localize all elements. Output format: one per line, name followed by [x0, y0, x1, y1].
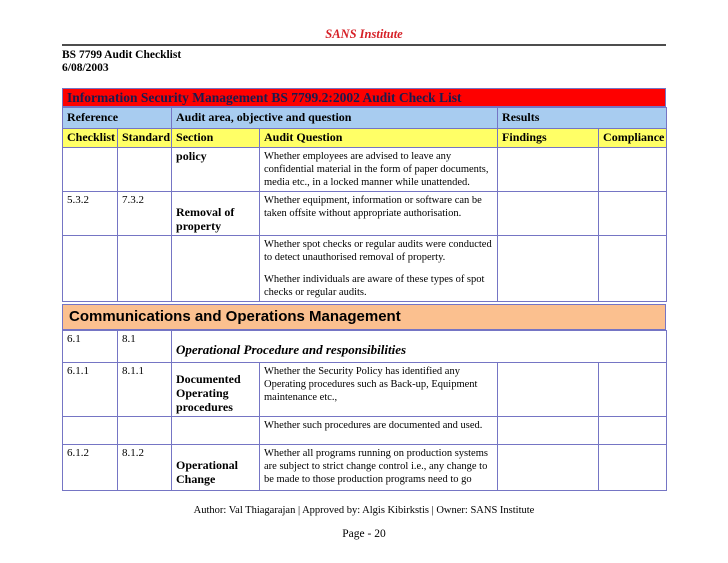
footer-page-number: Page - 20 [342, 528, 386, 540]
cell-section [172, 192, 260, 236]
cell-section: policy [172, 148, 260, 192]
group-header-reference: Reference [63, 108, 172, 129]
cell-compliance [599, 363, 667, 417]
cell-checklist [63, 417, 118, 445]
table-row [63, 148, 667, 192]
cell-findings [498, 445, 599, 491]
table-row [63, 445, 667, 491]
cell-compliance [599, 236, 667, 302]
table-row [63, 331, 667, 363]
document-page [62, 27, 666, 541]
cell-checklist [63, 148, 118, 192]
col-header-standard: Standard [118, 129, 172, 148]
audit-table-lower [62, 330, 667, 491]
cell-question: Whether all programs running on production systems are subject to strict change control i.e., any change to be made to those production programs need to go [260, 445, 498, 491]
doc-date: 6/08/2003 [62, 62, 109, 74]
col-header-question: Audit Question [260, 129, 498, 148]
cell-question [260, 236, 498, 302]
cell-compliance [599, 192, 667, 236]
group-header-audit: Audit area, objective and question [172, 108, 498, 129]
table-row [63, 417, 667, 445]
cell-question: Whether employees are advised to leave any confidential material in the form of paper documents, media etc., in a locked manner while unattended. [260, 148, 498, 192]
col-header-section: Section [172, 129, 260, 148]
section-label: Removal of property [176, 205, 235, 233]
footer-author-line: Author: Val Thiagarajan | Approved by: Algis Kibirkstis | Owner: SANS Institute [193, 505, 535, 516]
cell-section [172, 363, 260, 417]
col-header-checklist: Checklist [63, 129, 118, 148]
table-row [63, 192, 667, 236]
cell-standard: 7.3.2 [118, 192, 172, 236]
institute-title: SANS Institute [325, 27, 403, 41]
audit-table-upper [62, 107, 667, 302]
cell-standard [118, 148, 172, 192]
cell-findings [498, 148, 599, 192]
cell-findings [498, 417, 599, 445]
question-paragraph: Whether spot checks or regular audits were conducted to detect unauthorised removal of property. [264, 239, 492, 263]
cell-findings [498, 363, 599, 417]
cell-standard [118, 417, 172, 445]
audit-banner-title: Information Security Management BS 7799.2:2002 Audit Check List [62, 88, 666, 107]
cell-checklist: 6.1.1 [63, 363, 118, 417]
group-header-results: Results [498, 108, 667, 129]
cell-standard: 8.1.1 [118, 363, 172, 417]
header-rule [62, 44, 666, 46]
cell-section [172, 445, 260, 491]
section-label: Operational Change [176, 458, 238, 486]
cell-section [172, 236, 260, 302]
section-label: Documented Operating procedures [176, 372, 241, 414]
cell-checklist [63, 236, 118, 302]
cell-objective-title: Operational Procedure and responsibilities [172, 331, 667, 363]
group-header-row [63, 108, 667, 129]
cell-question: Whether equipment, information or software can be taken offsite without appropriate authorisation. [260, 192, 498, 236]
cell-checklist: 6.1 [63, 331, 118, 363]
cell-compliance [599, 417, 667, 445]
cell-section [172, 417, 260, 445]
table-row [63, 363, 667, 417]
cell-standard: 8.1 [118, 331, 172, 363]
cell-compliance [599, 445, 667, 491]
doc-title: BS 7799 Audit Checklist [62, 49, 182, 61]
cell-question: Whether such procedures are documented and used. [260, 417, 498, 445]
cell-findings [498, 192, 599, 236]
cell-standard [118, 236, 172, 302]
cell-standard: 8.1.2 [118, 445, 172, 491]
section-band-title: Communications and Operations Management [62, 304, 666, 330]
cell-question: Whether the Security Policy has identified any Operating procedures such as Back-up, Equipment maintenance etc., [260, 363, 498, 417]
table-row [63, 236, 667, 302]
col-header-findings: Findings [498, 129, 599, 148]
cell-checklist: 6.1.2 [63, 445, 118, 491]
cell-compliance [599, 148, 667, 192]
cell-findings [498, 236, 599, 302]
column-header-row [63, 129, 667, 148]
cell-checklist: 5.3.2 [63, 192, 118, 236]
question-paragraph: Whether individuals are aware of these types of spot checks or regular audits. [264, 274, 485, 298]
col-header-compliance: Compliance [599, 129, 667, 148]
